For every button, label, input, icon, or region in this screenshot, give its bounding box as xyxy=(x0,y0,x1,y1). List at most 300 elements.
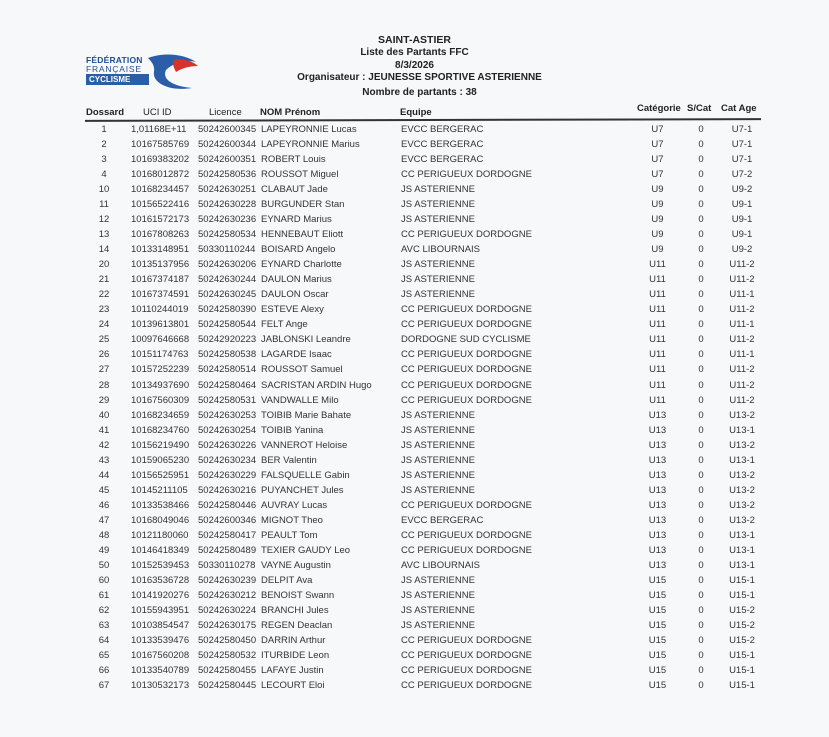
cell-sub-category: 0 xyxy=(698,469,704,481)
cell-dossard: 43 xyxy=(98,454,110,466)
cell-uci-id: 10130532173 xyxy=(131,680,190,692)
cell-uci-id: 10133148951 xyxy=(131,244,190,256)
cell-team: EVCC BERGERAC xyxy=(401,514,484,526)
cell-category: U15 xyxy=(648,589,667,601)
cell-team: JS ASTERIENNE xyxy=(401,619,475,631)
cell-age-category: U9-2 xyxy=(731,244,753,256)
table-row xyxy=(0,274,829,289)
table-row xyxy=(0,244,829,259)
cell-name: BRANCHI Jules xyxy=(261,604,329,616)
cell-sub-category: 0 xyxy=(698,604,704,616)
cell-name: BENOIST Swann xyxy=(261,589,335,601)
cell-dossard: 44 xyxy=(98,469,110,481)
table-row xyxy=(0,395,829,410)
table-row xyxy=(0,425,829,440)
cell-licence: 50242630226 xyxy=(198,439,257,451)
cell-category: U15 xyxy=(648,574,667,586)
cell-name: ROBERT Louis xyxy=(261,154,326,166)
table-row xyxy=(0,139,829,154)
cell-age-category: U7-1 xyxy=(731,124,753,135)
cell-uci-id: 10103854547 xyxy=(131,619,190,631)
cell-category: U9 xyxy=(651,199,664,211)
table-row xyxy=(0,650,829,665)
cell-licence: 50242580464 xyxy=(198,379,257,391)
cell-category: U11 xyxy=(649,304,666,316)
table-row xyxy=(0,319,829,334)
logo-line-2: FRANÇAISE xyxy=(86,64,142,74)
cell-dossard: 46 xyxy=(98,499,110,511)
cell-team: AVC LIBOURNAIS xyxy=(401,559,481,571)
cell-category: U13 xyxy=(648,514,667,526)
cell-uci-id: 10121180060 xyxy=(131,529,189,541)
cell-licence: 50242580489 xyxy=(198,544,257,556)
cell-team: EVCC BERGERAC xyxy=(401,124,484,135)
cell-dossard: 49 xyxy=(98,544,110,556)
cell-age-category: U11-2 xyxy=(729,394,755,406)
cell-age-category: U15-1 xyxy=(729,589,755,601)
cell-sub-category: 0 xyxy=(698,289,704,301)
cell-age-category: U13-2 xyxy=(729,409,755,421)
cell-category: U13 xyxy=(648,499,667,511)
cell-uci-id: 10168234659 xyxy=(131,409,190,421)
table-row xyxy=(0,635,829,650)
cell-age-category: U15-2 xyxy=(729,619,755,631)
cell-age-category: U13-1 xyxy=(729,454,755,466)
cell-uci-id: 10167808263 xyxy=(131,229,190,241)
header-rule xyxy=(85,118,761,122)
cell-category: U13 xyxy=(648,439,667,451)
cell-team: CC PERIGUEUX DORDOGNE xyxy=(401,394,532,406)
cell-dossard: 10 xyxy=(98,184,110,196)
cell-name: AUVRAY Lucas xyxy=(261,499,328,511)
cell-licence: 50242580390 xyxy=(198,304,257,316)
cell-sub-category: 0 xyxy=(698,574,704,586)
cell-age-category: U11-1 xyxy=(729,289,755,301)
cell-team: CC PERIGUEUX DORDOGNE xyxy=(401,349,532,361)
cell-age-category: U15-1 xyxy=(729,665,755,677)
cell-team: JS ASTERIENNE xyxy=(401,469,475,481)
cell-name: REGEN Deaclan xyxy=(261,619,333,631)
cell-uci-id: 10145211105 xyxy=(131,484,188,496)
table-row xyxy=(0,380,829,395)
list-subtitle: Liste des Partants FFC xyxy=(360,47,469,58)
cell-name: BURGUNDER Stan xyxy=(261,199,345,211)
cell-dossard: 60 xyxy=(98,574,110,586)
cell-uci-id: 10139613801 xyxy=(131,319,190,331)
cell-category: U15 xyxy=(648,619,667,631)
cell-licence: 50330110278 xyxy=(198,559,256,571)
cell-sub-category: 0 xyxy=(698,154,704,166)
cell-licence: 50242630175 xyxy=(198,619,257,631)
cell-category: U11 xyxy=(649,319,666,331)
cell-category: U9 xyxy=(651,229,664,241)
cell-sub-category: 0 xyxy=(698,619,704,631)
cell-sub-category: 0 xyxy=(698,379,704,391)
cell-uci-id: 10133539476 xyxy=(131,635,190,647)
cell-team: CC PERIGUEUX DORDOGNE xyxy=(401,635,532,647)
cell-licence: 50242630234 xyxy=(198,454,257,466)
cell-licence: 50242920223 xyxy=(198,334,257,346)
cell-team: EVCC BERGERAC xyxy=(401,154,484,166)
cell-team: JS ASTERIENNE xyxy=(401,439,475,451)
cell-licence: 50242580455 xyxy=(198,665,257,677)
cell-name: PEAULT Tom xyxy=(261,529,318,541)
cell-dossard: 11 xyxy=(99,199,109,211)
cell-sub-category: 0 xyxy=(698,319,704,331)
table-row xyxy=(0,154,829,169)
cell-sub-category: 0 xyxy=(698,124,704,135)
cell-category: U15 xyxy=(648,604,667,616)
table-row xyxy=(0,364,829,379)
cell-licence: 50242630253 xyxy=(198,409,257,421)
cell-age-category: U11-2 xyxy=(729,304,755,316)
cell-licence: 50242630224 xyxy=(198,604,257,616)
cell-name: DAULON Oscar xyxy=(261,289,329,301)
cell-licence: 50242630216 xyxy=(198,484,257,496)
cell-dossard: 1 xyxy=(101,124,107,135)
cell-dossard: 20 xyxy=(98,259,110,271)
cell-uci-id: 10168234760 xyxy=(131,424,190,436)
cell-licence: 50242600344 xyxy=(198,139,257,151)
cell-age-category: U13-1 xyxy=(729,529,755,541)
cell-age-category: U7-1 xyxy=(731,154,753,166)
cell-category: U15 xyxy=(648,680,667,692)
cell-team: AVC LIBOURNAIS xyxy=(401,244,481,256)
cell-name: ESTEVE Alexy xyxy=(261,304,324,316)
cell-uci-id: 10169383202 xyxy=(131,154,190,166)
table-row xyxy=(0,515,829,530)
cell-age-category: U9-1 xyxy=(731,229,753,241)
cell-age-category: U11-2 xyxy=(729,259,755,271)
table-row xyxy=(0,334,829,349)
cell-dossard: 63 xyxy=(98,619,110,631)
col-catage: Cat Age xyxy=(721,103,757,114)
cell-category: U11 xyxy=(649,334,666,346)
cell-sub-category: 0 xyxy=(698,199,704,211)
table-row xyxy=(0,545,829,560)
cell-dossard: 64 xyxy=(98,635,110,647)
cell-sub-category: 0 xyxy=(698,454,704,466)
cell-sub-category: 0 xyxy=(698,635,704,647)
cell-dossard: 21 xyxy=(98,274,110,286)
cell-name: BOISARD Angelo xyxy=(261,244,336,256)
cell-uci-id: 10134937690 xyxy=(131,379,190,391)
cell-sub-category: 0 xyxy=(698,409,704,421)
cell-dossard: 25 xyxy=(98,334,110,346)
cell-licence: 50330110244 xyxy=(198,244,256,256)
cell-category: U13 xyxy=(648,424,667,436)
cell-licence: 50242600351 xyxy=(198,154,257,166)
cell-licence: 50242630254 xyxy=(198,424,257,436)
city-title: SAINT-ASTIER xyxy=(378,34,451,46)
cell-sub-category: 0 xyxy=(698,244,704,256)
col-uci: UCI ID xyxy=(143,107,172,118)
cell-age-category: U11-2 xyxy=(729,334,755,346)
cell-licence: 50242580531 xyxy=(198,394,257,406)
cell-category: U9 xyxy=(651,244,664,256)
cell-sub-category: 0 xyxy=(698,544,704,556)
logo-line-3: CYCLISME xyxy=(86,74,149,85)
cell-category: U13 xyxy=(648,559,667,571)
cell-uci-id: 10167560309 xyxy=(131,394,190,406)
cell-age-category: U11-2 xyxy=(729,364,755,376)
cell-sub-category: 0 xyxy=(698,304,704,316)
cell-team: JS ASTERIENNE xyxy=(401,274,475,286)
cell-licence: 50242580534 xyxy=(198,229,257,241)
cell-dossard: 22 xyxy=(98,289,110,301)
cell-sub-category: 0 xyxy=(698,680,704,692)
cell-team: DORDOGNE SUD CYCLISME xyxy=(401,334,531,346)
cell-dossard: 42 xyxy=(98,439,110,451)
cell-dossard: 45 xyxy=(98,484,110,496)
cell-dossard: 14 xyxy=(98,244,110,256)
cell-sub-category: 0 xyxy=(698,274,704,286)
cell-licence: 50242580417 xyxy=(198,529,257,541)
cell-uci-id: 10167374187 xyxy=(131,274,190,286)
cell-name: DAULON Marius xyxy=(261,274,332,286)
cell-age-category: U13-2 xyxy=(729,514,755,526)
cell-age-category: U13-1 xyxy=(729,424,755,436)
cell-name: SACRISTAN ARDIN Hugo xyxy=(261,379,372,391)
cell-dossard: 66 xyxy=(98,665,110,677)
cell-age-category: U15-2 xyxy=(729,635,755,647)
table-row xyxy=(0,455,829,470)
cell-uci-id: 10097646668 xyxy=(131,334,190,346)
starter-count: Nombre de partants : 38 xyxy=(362,87,477,98)
cell-licence: 50242580450 xyxy=(198,635,257,647)
table-row xyxy=(0,530,829,545)
cell-licence: 50242580445 xyxy=(198,680,257,692)
cell-name: CLABAUT Jade xyxy=(261,184,328,196)
cell-sub-category: 0 xyxy=(698,529,704,541)
cell-team: CC PERIGUEUX DORDOGNE xyxy=(401,304,532,316)
table-row xyxy=(0,470,829,485)
cell-name: VANDWALLE Milo xyxy=(261,394,339,406)
cell-dossard: 67 xyxy=(98,680,110,692)
cell-sub-category: 0 xyxy=(698,589,704,601)
cell-uci-id: 10141920276 xyxy=(131,589,190,601)
cell-category: U13 xyxy=(648,544,667,556)
cell-uci-id: 10156525951 xyxy=(131,469,190,481)
cell-category: U13 xyxy=(648,484,667,496)
cell-age-category: U15-1 xyxy=(729,680,755,692)
cell-name: LAPEYRONNIE Marius xyxy=(261,139,360,151)
cell-uci-id: 10167560208 xyxy=(131,650,190,662)
cell-name: EYNARD Marius xyxy=(261,214,332,226)
table-row xyxy=(0,575,829,590)
cell-name: HENNEBAUT Eliott xyxy=(261,229,344,241)
cell-uci-id: 10168234457 xyxy=(131,184,190,196)
cell-age-category: U15-1 xyxy=(729,574,755,586)
cell-age-category: U9-2 xyxy=(731,184,753,196)
cell-name: TOIBIB Yanina xyxy=(261,424,324,436)
cell-category: U7 xyxy=(651,124,664,135)
cell-team: CC PERIGUEUX DORDOGNE xyxy=(401,665,532,677)
cell-team: CC PERIGUEUX DORDOGNE xyxy=(401,544,532,556)
table-row xyxy=(0,259,829,274)
cell-dossard: 48 xyxy=(98,529,110,541)
cell-team: CC PERIGUEUX DORDOGNE xyxy=(401,499,532,511)
cell-licence: 50242630206 xyxy=(198,259,257,271)
cell-sub-category: 0 xyxy=(698,424,704,436)
cell-uci-id: 10110244019 xyxy=(131,304,189,316)
col-licence: Licence xyxy=(209,107,242,118)
cell-category: U11 xyxy=(649,394,666,406)
cell-dossard: 27 xyxy=(98,364,110,376)
cell-age-category: U13-2 xyxy=(729,484,755,496)
cell-name: MIGNOT Theo xyxy=(261,514,323,526)
cell-licence: 50242630239 xyxy=(198,574,257,586)
col-dossard: Dossard xyxy=(86,107,125,118)
cell-sub-category: 0 xyxy=(698,229,704,241)
cell-licence: 50242580514 xyxy=(198,364,257,376)
cell-licence: 50242580544 xyxy=(198,319,257,331)
cell-sub-category: 0 xyxy=(698,514,704,526)
cell-team: JS ASTERIENNE xyxy=(401,184,475,196)
cell-licence: 50242630228 xyxy=(198,199,257,211)
cell-licence: 50242630236 xyxy=(198,214,257,226)
table-row xyxy=(0,485,829,500)
table-row xyxy=(0,124,829,139)
cell-uci-id: 10156219490 xyxy=(131,439,190,451)
cell-dossard: 23 xyxy=(98,304,110,316)
cell-licence: 50242580446 xyxy=(198,499,257,511)
cell-team: JS ASTERIENNE xyxy=(401,574,475,586)
cell-team: CC PERIGUEUX DORDOGNE xyxy=(401,364,532,376)
table-row xyxy=(0,605,829,620)
cell-name: VANNEROT Heloise xyxy=(261,439,348,451)
cell-uci-id: 10167585769 xyxy=(131,139,190,151)
col-scat: S/Cat xyxy=(687,103,712,114)
cell-dossard: 4 xyxy=(101,169,107,181)
cell-category: U7 xyxy=(651,139,664,151)
cell-category: U11 xyxy=(649,364,666,376)
cell-licence: 50242580532 xyxy=(198,650,257,662)
cell-age-category: U13-2 xyxy=(729,469,755,481)
cell-dossard: 50 xyxy=(98,559,110,571)
cell-team: JS ASTERIENNE xyxy=(401,409,475,421)
cell-sub-category: 0 xyxy=(698,349,704,361)
cell-uci-id: 10155943951 xyxy=(131,604,190,616)
cell-uci-id: 10151174763 xyxy=(131,349,189,361)
cell-category: U13 xyxy=(648,454,667,466)
cell-category: U7 xyxy=(651,154,664,166)
cell-sub-category: 0 xyxy=(698,499,704,511)
cell-sub-category: 0 xyxy=(698,665,704,677)
cell-uci-id: 10161572173 xyxy=(131,214,190,226)
cell-uci-id: 10159065230 xyxy=(131,454,190,466)
cell-category: U15 xyxy=(648,635,667,647)
cell-uci-id: 10146418349 xyxy=(131,544,190,556)
cell-name: LAFAYE Justin xyxy=(261,665,324,677)
cell-age-category: U9-1 xyxy=(731,199,753,211)
cell-uci-id: 10163536728 xyxy=(131,574,190,586)
cell-dossard: 13 xyxy=(98,229,110,241)
cell-name: ITURBIDE Leon xyxy=(261,650,330,662)
cell-licence: 50242580538 xyxy=(198,349,257,361)
cell-category: U13 xyxy=(648,409,667,421)
table-row xyxy=(0,169,829,184)
cell-age-category: U11-1 xyxy=(729,349,755,361)
cell-name: PUYANCHET Jules xyxy=(261,484,344,496)
cell-team: EVCC BERGERAC xyxy=(401,139,484,151)
cell-uci-id: 10156522416 xyxy=(131,199,190,211)
cell-dossard: 26 xyxy=(98,349,110,361)
cell-name: JABLONSKI Leandre xyxy=(261,334,351,346)
cell-sub-category: 0 xyxy=(698,169,704,181)
event-date: 8/3/2026 xyxy=(395,60,434,71)
cell-team: CC PERIGUEUX DORDOGNE xyxy=(401,319,532,331)
col-equipe: Equipe xyxy=(400,107,432,118)
cell-licence: 50242580536 xyxy=(198,169,257,181)
cell-age-category: U13-2 xyxy=(729,499,755,511)
cell-team: CC PERIGUEUX DORDOGNE xyxy=(401,529,532,541)
cell-team: JS ASTERIENNE xyxy=(401,589,475,601)
cell-category: U11 xyxy=(649,274,666,286)
cell-age-category: U13-1 xyxy=(729,544,755,556)
cell-team: JS ASTERIENNE xyxy=(401,424,475,436)
table-row xyxy=(0,349,829,364)
cell-category: U13 xyxy=(648,469,667,481)
cell-age-category: U11-2 xyxy=(729,379,755,391)
cell-uci-id: 10135137956 xyxy=(131,259,190,271)
table-row xyxy=(0,560,829,575)
cell-category: U9 xyxy=(651,214,664,226)
cell-category: U15 xyxy=(648,650,667,662)
cell-age-category: U11-1 xyxy=(729,319,755,331)
cell-uci-id: 1,01168E+11 xyxy=(131,124,187,135)
cell-licence: 50242630244 xyxy=(198,274,257,286)
cell-licence: 50242600345 xyxy=(198,124,257,135)
cell-uci-id: 10133540789 xyxy=(131,665,190,677)
table-row xyxy=(0,184,829,199)
table-row xyxy=(0,620,829,635)
cell-team: JS ASTERIENNE xyxy=(401,484,475,496)
cell-team: JS ASTERIENNE xyxy=(401,604,475,616)
cell-age-category: U11-2 xyxy=(729,274,755,286)
table-row xyxy=(0,289,829,304)
cell-dossard: 47 xyxy=(98,514,110,526)
table-row xyxy=(0,229,829,244)
cell-sub-category: 0 xyxy=(698,214,704,226)
organizer: Organisateur : JEUNESSE SPORTIVE ASTERIENNE xyxy=(297,72,542,83)
cell-name: DARRIN Arthur xyxy=(261,635,326,647)
cell-licence: 50242630229 xyxy=(198,469,257,481)
table-row xyxy=(0,590,829,605)
cell-category: U7 xyxy=(651,169,664,181)
cell-category: U11 xyxy=(649,349,666,361)
cell-category: U9 xyxy=(651,184,664,196)
cell-sub-category: 0 xyxy=(698,184,704,196)
cell-team: JS ASTERIENNE xyxy=(401,454,475,466)
table-row xyxy=(0,500,829,515)
cell-age-category: U13-1 xyxy=(729,559,755,571)
cell-category: U11 xyxy=(649,259,666,271)
cell-sub-category: 0 xyxy=(698,259,704,271)
cell-name: TOIBIB Marie Bahate xyxy=(261,409,352,421)
cell-dossard: 28 xyxy=(98,379,110,391)
cell-team: JS ASTERIENNE xyxy=(401,214,475,226)
cell-name: LECOURT Eloi xyxy=(261,680,325,692)
cell-team: CC PERIGUEUX DORDOGNE xyxy=(401,229,532,241)
cell-uci-id: 10157252239 xyxy=(131,364,190,376)
cell-dossard: 3 xyxy=(101,154,107,166)
logo-line-1: FÉDÉRATION xyxy=(86,55,143,65)
cell-name: TEXIER GAUDY Leo xyxy=(261,544,351,556)
cell-licence: 50242630251 xyxy=(198,184,257,196)
table-row xyxy=(0,214,829,229)
col-nom: NOM Prénom xyxy=(260,107,321,118)
